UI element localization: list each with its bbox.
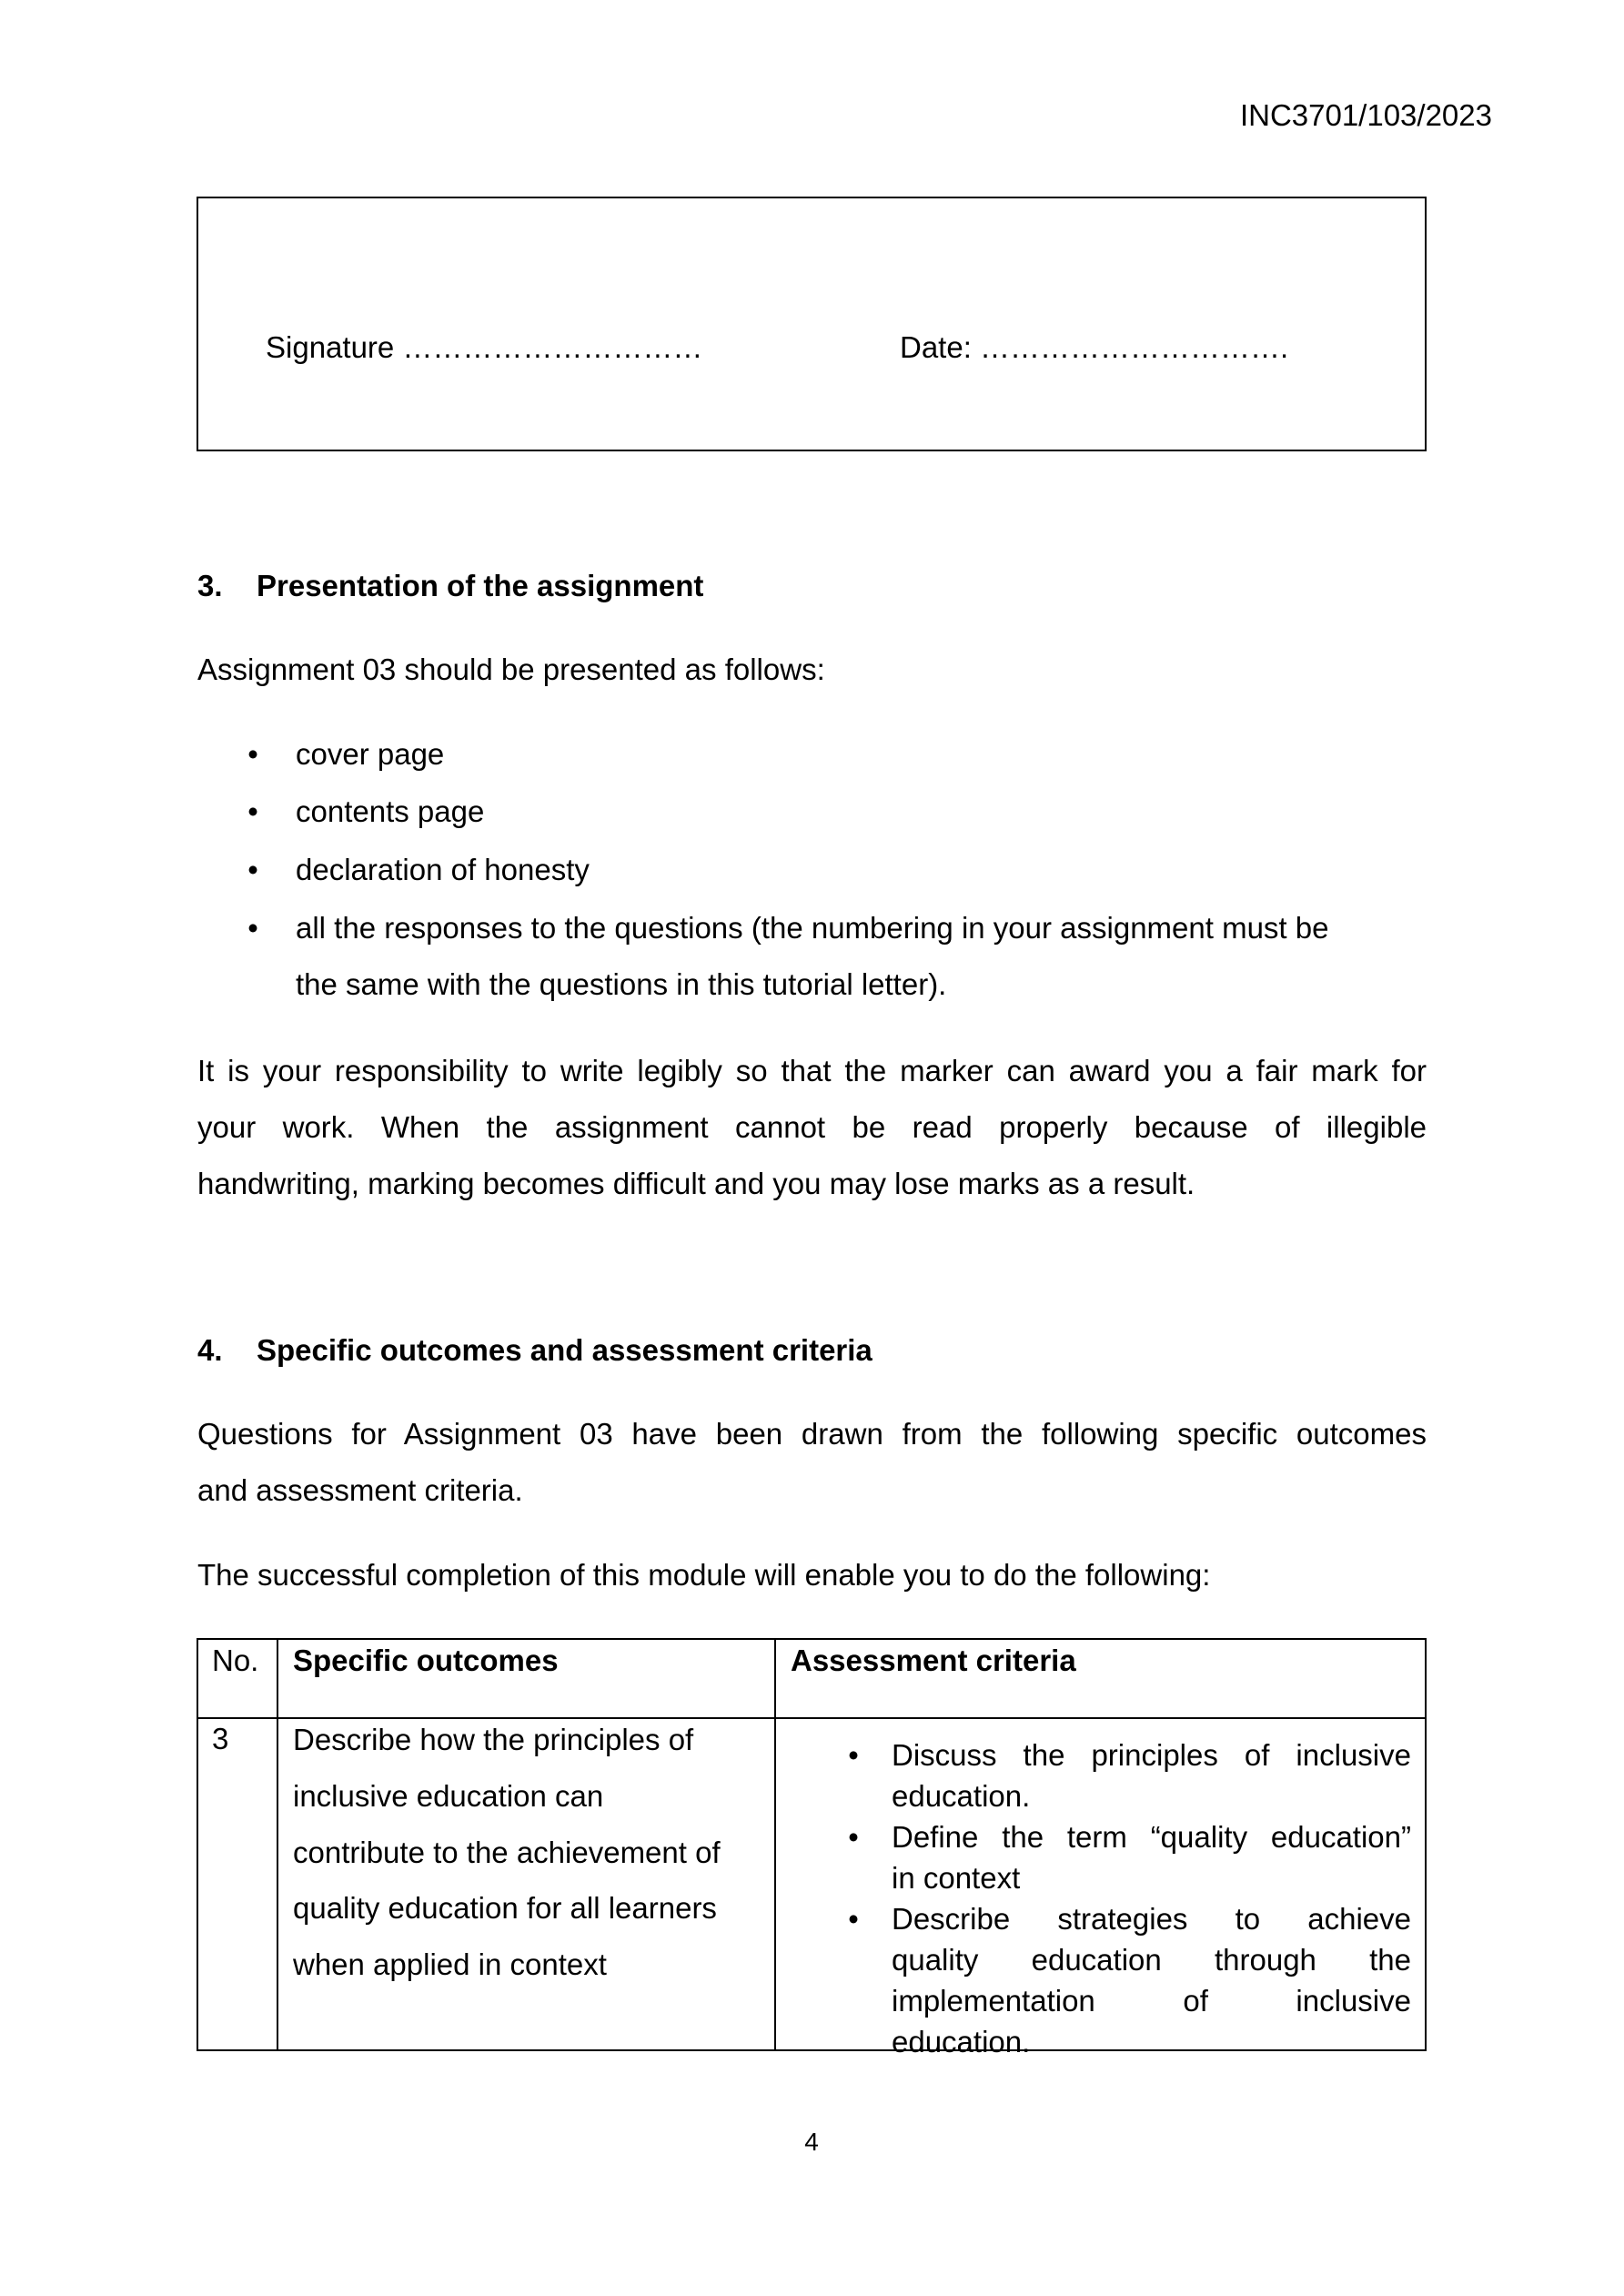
outcome-line: contribute to the achievement of (293, 1836, 721, 1869)
list-item-text: cover page (296, 737, 445, 771)
criteria-line: quality education through the (892, 1943, 1411, 1977)
table-border-right (1425, 1638, 1427, 2051)
bullet-icon: • (848, 1820, 859, 1854)
bullet-icon: • (848, 1738, 859, 1772)
header-no: No. (212, 1644, 259, 1677)
section-number: 4. (197, 1333, 223, 1367)
criteria-item (844, 1735, 1411, 1816)
section-3-intro: Assignment 03 should be presented as follows: (197, 652, 825, 686)
criteria-line: in context (892, 1861, 1021, 1895)
list-item-text: contents page (296, 794, 485, 828)
header-assessment-criteria: Assessment criteria (791, 1644, 1076, 1677)
criteria-line: implementation of inclusive (892, 1984, 1411, 2018)
table-column-divider (774, 1638, 776, 2051)
criteria-item (844, 1816, 1411, 1898)
bullet-icon: • (247, 737, 258, 771)
table-column-divider (277, 1638, 278, 2051)
outcomes-intro-paragraph (197, 1406, 1427, 1519)
criteria-item (844, 1898, 1411, 2062)
criteria-line: Discuss the principles of inclusive (892, 1738, 1411, 1772)
criteria-line: Define the term “quality education” (892, 1820, 1411, 1854)
section-number: 3. (197, 569, 223, 602)
paragraph-line: and assessment criteria. (197, 1473, 523, 1507)
section-title: Presentation of the assignment (257, 569, 704, 602)
bullet-icon: • (247, 794, 258, 828)
table-border-left (197, 1638, 198, 2051)
outcomes-table (197, 1638, 1427, 2058)
outcome-line: when applied in context (293, 1947, 607, 1981)
paragraph-line: Questions for Assignment 03 have been drawn from the following specific outcomes (197, 1417, 1427, 1451)
list-item-text: the same with the questions in this tutorial letter). (296, 967, 947, 1001)
assessment-criteria-cell (844, 1735, 1411, 2062)
paragraph-line: handwriting, marking becomes difficult and you may lose marks as a result. (197, 1167, 1195, 1200)
criteria-line: Describe strategies to achieve (892, 1902, 1411, 1936)
row-number: 3 (212, 1722, 229, 1755)
section-title: Specific outcomes and assessment criteria (257, 1333, 873, 1367)
header-specific-outcomes: Specific outcomes (293, 1644, 559, 1677)
date-field[interactable]: Date: …………………………. (900, 330, 1289, 364)
outcome-line: inclusive education can (293, 1779, 604, 1813)
module-lead-text: The successful completion of this module will enable you to do the following: (197, 1558, 1211, 1592)
criteria-line: education. (892, 1779, 1031, 1813)
bullet-icon: • (848, 1902, 859, 1936)
paragraph-line: your work. When the assignment cannot be read properly because of illegible (197, 1110, 1427, 1144)
signature-field[interactable]: Signature ………………………… (266, 330, 703, 364)
page-number: 4 (804, 2128, 819, 2156)
outcome-line: quality education for all learners (293, 1891, 717, 1925)
paragraph-line: It is your responsibility to write legibly so that the marker can award you a fair mark for (197, 1054, 1427, 1087)
legibility-paragraph (197, 1043, 1427, 1212)
bullet-icon: • (247, 853, 258, 886)
list-item-text: all the responses to the questions (the numbering in your assignment must be (296, 911, 1329, 945)
list-item-text: declaration of honesty (296, 853, 590, 886)
bullet-icon: • (247, 911, 258, 945)
outcome-line: Describe how the principles of (293, 1723, 694, 1756)
document-code: INC3701/103/2023 (1239, 98, 1492, 132)
criteria-line: education. (892, 2025, 1031, 2058)
signature-box (197, 197, 1427, 451)
